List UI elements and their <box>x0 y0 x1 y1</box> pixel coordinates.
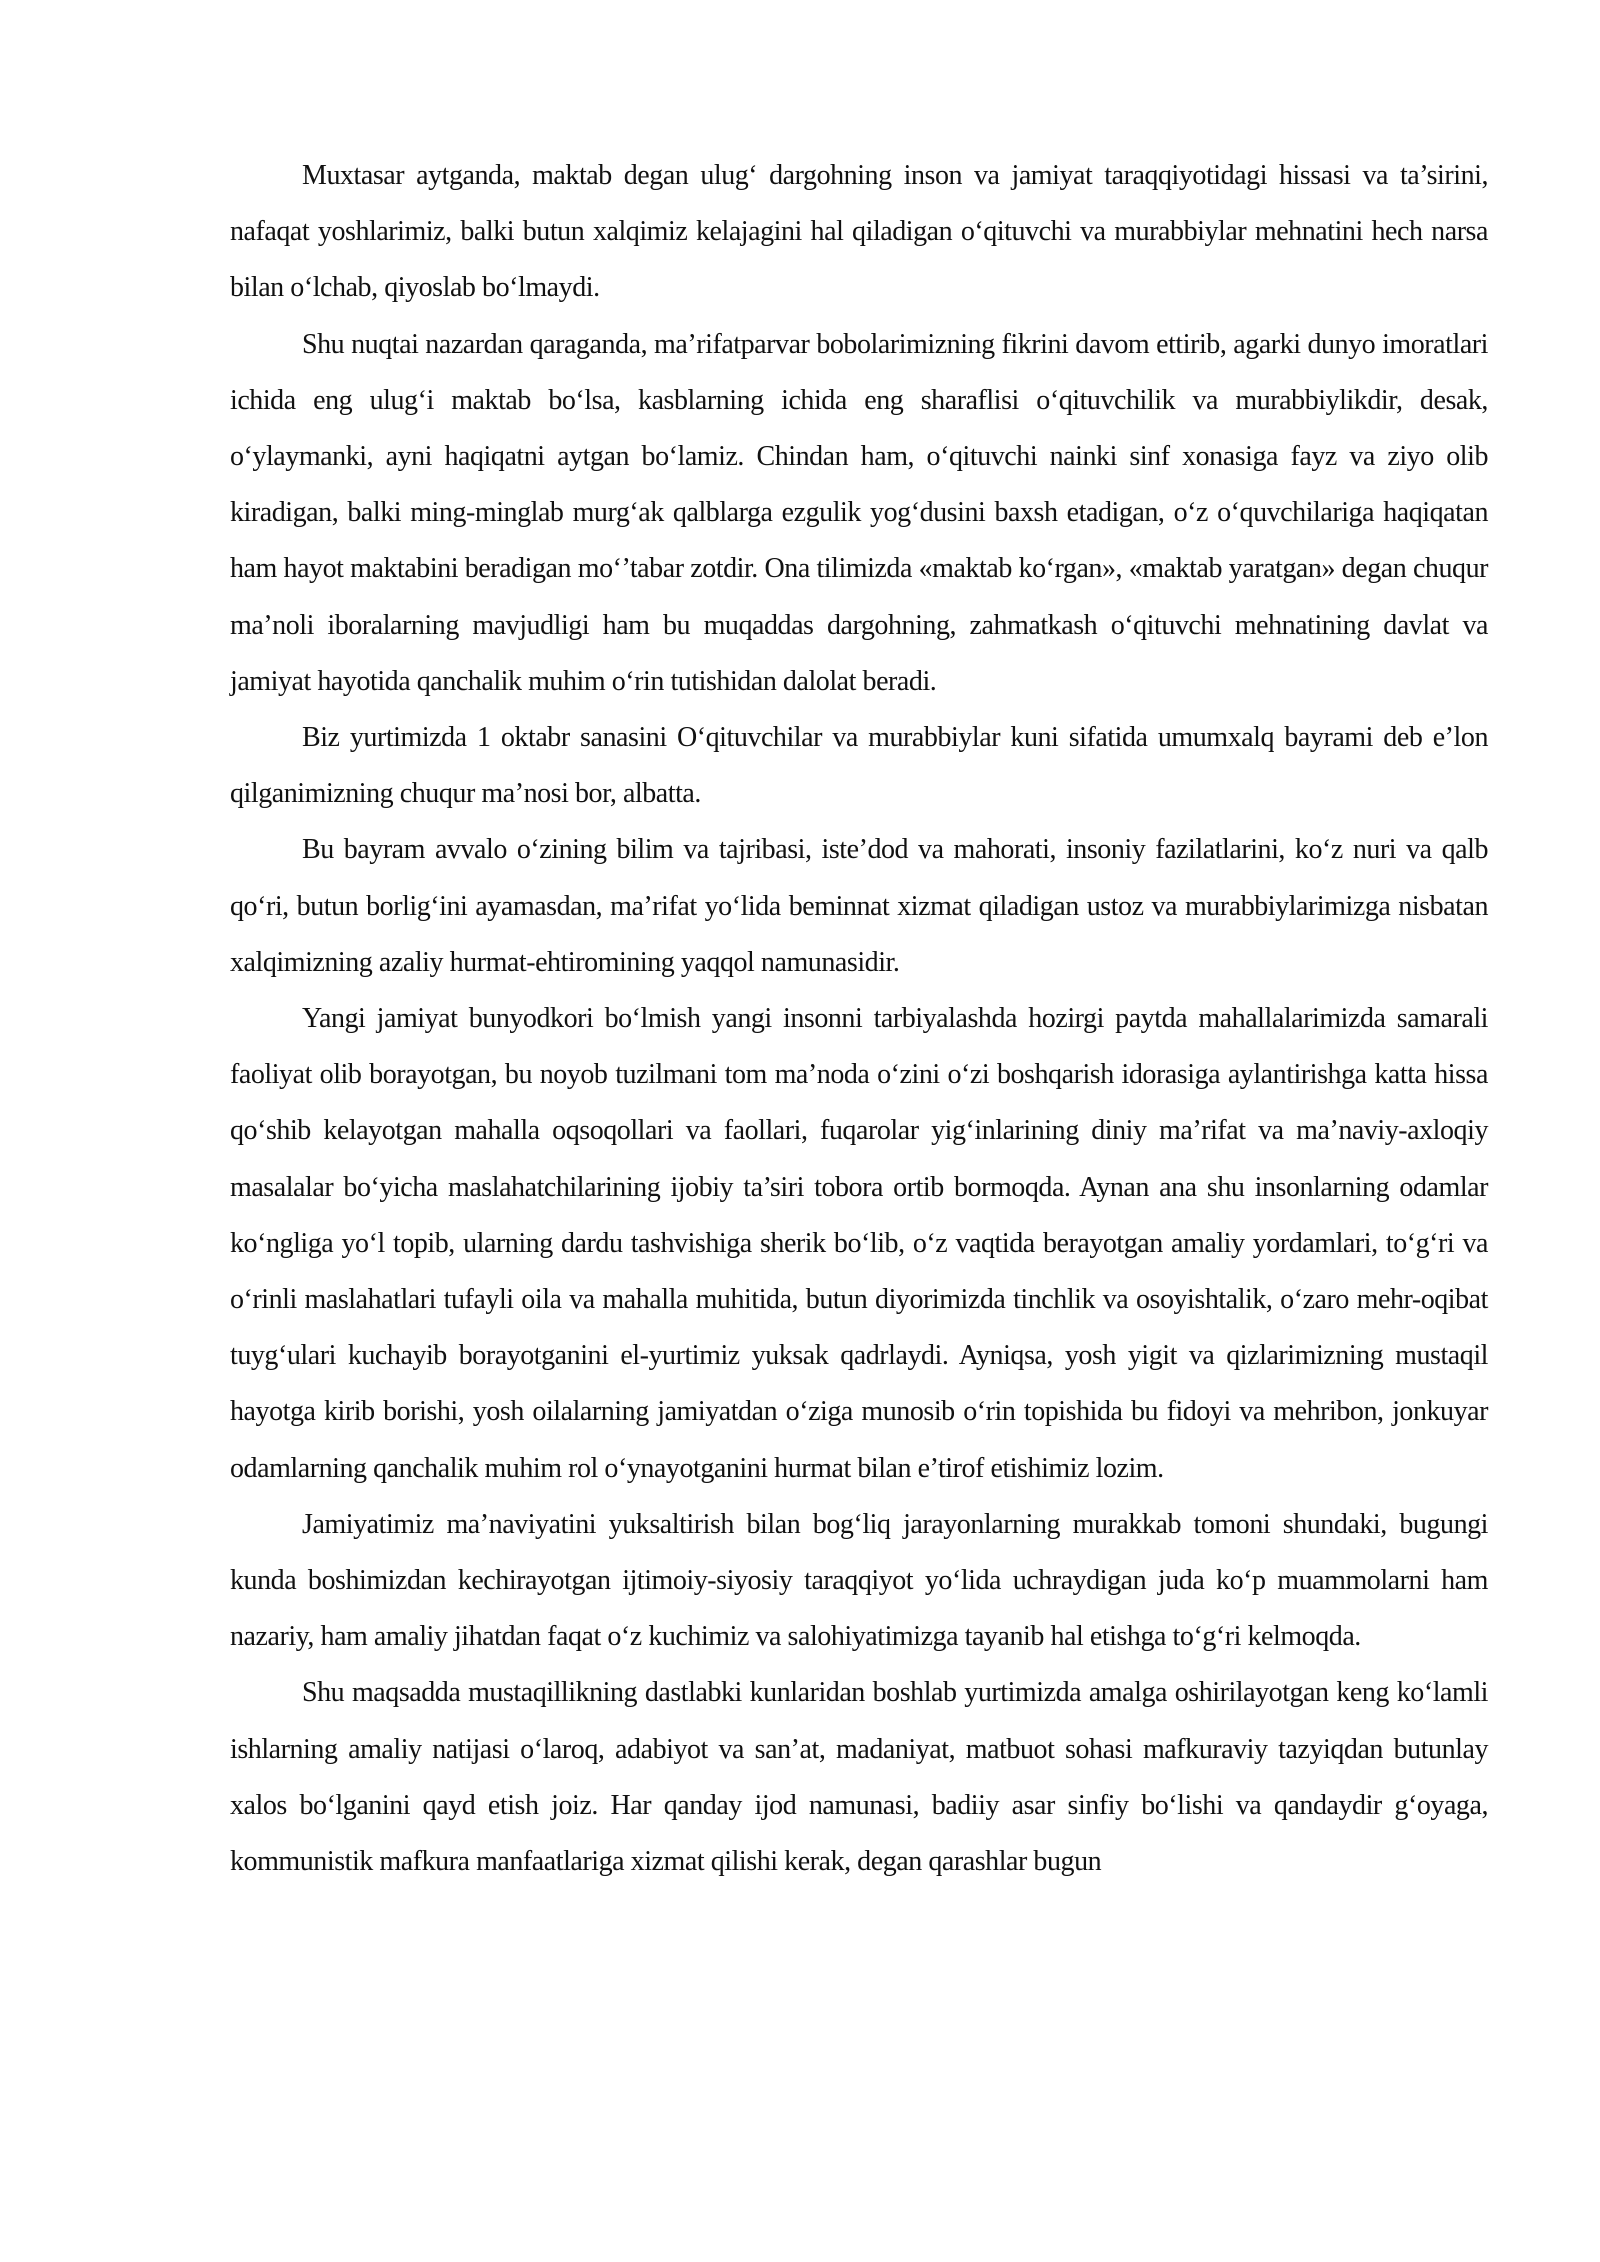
paragraph-3: Biz yurtimizda 1 oktabr sanasini O‘qituvchilar va murabbiylar kuni sifatida umumxalq bayrami deb e’lon qilganimizning chuqur ma’nosi bor, albatta. <box>230 722 1488 810</box>
paragraph-2: Shu nuqtai nazardan qaraganda, ma’rifatparvar bobolarimizning fikrini davom ettirib, agarki dunyo imoratlari ichida eng ulug‘i maktab bo‘lsa, kasblarning ichida eng sharaflisi o‘qituvchilik va murabbiylikdir, desak, o‘ylaymanki, ayni haqiqatni aytgan bo‘lamiz. Chindan ham, o‘qituvchi nainki sinf xonasiga fayz va ziyo olib kiradigan, balki ming-minglab murg‘ak qalblarga ezgulik yog‘dusini baxsh etadigan, o‘z o‘quvchilariga haqiqatan ham hayot maktabini beradigan mo‘’tabar zotdir. Ona tilimizda «maktab ko‘rgan», «maktab yaratgan» degan chuqur ma’noli iboralarning mavjudligi ham bu muqaddas dargohning, zahmatkash o‘qituvchi mehnatining davlat va jamiyat hayotida qanchalik muhim o‘rin tutishidan dalolat beradi. <box>230 328 1488 697</box>
document-body <box>230 148 1488 1890</box>
paragraph-6: Jamiyatimiz ma’naviyatini yuksaltirish bilan bog‘liq jarayonlarning murakkab tomoni shundaki, bugungi kunda boshimizdan kechirayotgan ijtimoiy-siyosiy taraqqiyot yo‘lida uchraydigan juda ko‘p muammolarni ham nazariy, ham amaliy jihatdan faqat o‘z kuchimiz va salohiyatimizga tayanib hal etishga to‘g‘ri kelmoqda. <box>230 1508 1488 1653</box>
paragraph-5: Yangi jamiyat bunyodkori bo‘lmish yangi insonni tarbiyalashda hozirgi paytda mahallalarimizda samarali faoliyat olib borayotgan, bu noyob tuzilmani tom ma’noda o‘zini o‘zi boshqarish idorasiga aylantirishga katta hissa qo‘shib kelayotgan mahalla oqsoqollari va faollari, fuqarolar yig‘inlarining diniy ma’rifat va ma’naviy-axloqiy masalalar bo‘yicha maslahatchilarining ijobiy ta’siri tobora ortib bormoqda. Aynan ana shu insonlarning odamlar ko‘ngliga yo‘l topib, ularning dardu tashvishiga sherik bo‘lib, o‘z vaqtida berayotgan amaliy yordamlari, to‘g‘ri va o‘rinli maslahatlari tufayli oila va mahalla muhitida, butun diyorimizda tinchlik va osoyishtalik, o‘zaro mehr-oqibat tuyg‘ulari kuchayib borayotganini el-yurtimiz yuksak qadrlaydi. Ayniqsa, yosh yigit va qizlarimizning mustaqil hayotga kirib borishi, yosh oilalarning jamiyatdan o‘ziga munosib o‘rin topishida bu fidoyi va mehribon, jonkuyar odamlarning qanchalik muhim rol o‘ynayotganini hurmat bilan e’tirof etishimiz lozim. <box>230 1003 1488 1484</box>
paragraph-7: Shu maqsadda mustaqillikning dastlabki kunlaridan boshlab yurtimizda amalga oshirilayotgan keng ko‘lamli ishlarning amaliy natijasi o‘laroq, adabiyot va san’at, madaniyat, matbuot sohasi mafkuraviy tazyiqdan butunlay xalos bo‘lganini qayd etish joiz. Har qanday ijod namunasi, badiiy asar sinfiy bo‘lishi va qandaydir g‘oyaga, kommunistik mafkura manfaatlariga xizmat qilishi kerak, degan qarashlar bugun <box>230 1677 1488 1878</box>
paragraph-1: Muxtasar aytganda, maktab degan ulug‘ dargohning inson va jamiyat taraqqiyotidagi hissasi va ta’sirini, nafaqat yoshlarimiz, balki butun xalqimiz kelajagini hal qiladigan o‘qituvchi va murabbiylar mehnatini hech narsa bilan o‘lchab, qiyoslab bo‘lmaydi. <box>230 160 1488 304</box>
paragraph-4: Bu bayram avvalo o‘zining bilim va tajribasi, iste’dod va mahorati, insoniy fazilatlarini, ko‘z nuri va qalb qo‘ri, butun borlig‘ini ayamasdan, ma’rifat yo‘lida beminnat xizmat qiladigan ustoz va murabbiylarimizga nisbatan xalqimizning azaliy hurmat-ehtiromining yaqqol namunasidir. <box>230 834 1488 978</box>
